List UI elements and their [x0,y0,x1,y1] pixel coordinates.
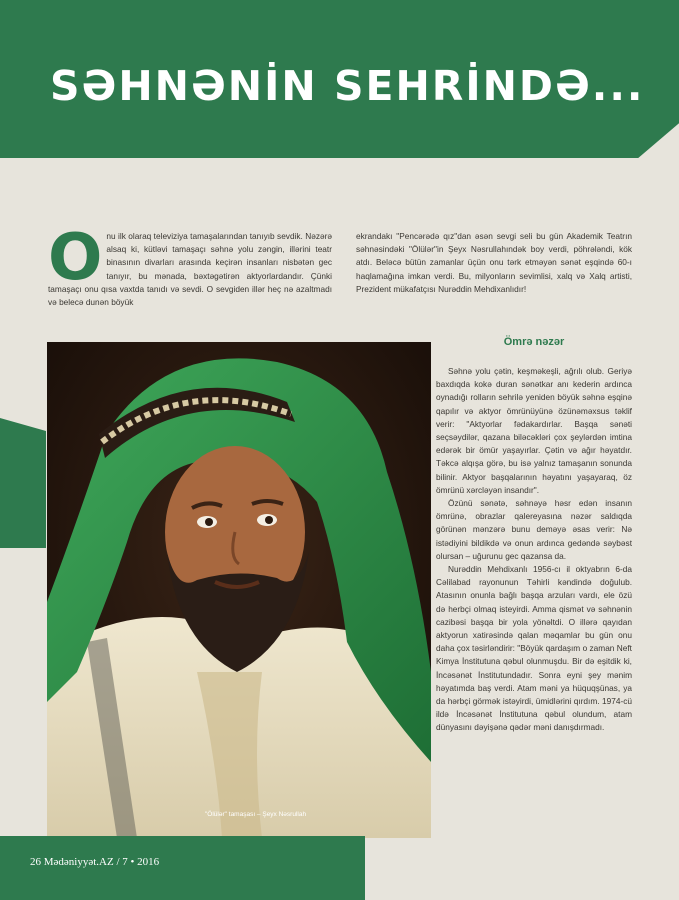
intro-mid-text: ekrandakı "Pencərədə qız"dan əsən sevgi seli bu gün Akademik Teatrın səhnəsindəki "Ölülər"in Şeyx Nəsrullahındək boy verdi, pöhrələndi, kök atdı. Beləcə bütün zamanlar üçün onu tərk etməyən sənət eşqində 60-ı haqlamağına imkan verdi. Bu, milyonların sevimlisi, xalq və Xalq artisti, Prezident mükafatçısı Nurəddin Mehdixanlıdır! [356,231,632,294]
section-heading: Ömrə nəzər [503,336,565,348]
body-paragraph: Nurəddin Mehdixanlı 1956-cı il oktyabrın 6-da Cəlilabad rayonunun Təhirli kəndində doğulub. Atasının onunla bağlı başqa arzuları vardı, ele özü də herbçi olmaq isteyirdi. Amma qismət və səhnənin cazibəsi başqa bir yola yönəltdi. O illərə qayıdan aktyorun xatirəsində qalan məqamlar bu gün onu daha çox təsirləndirir: "Böyük qardaşım o zaman Neft Kimya İnstitutuna qəbul olunmuşdu. Bir də eşitdik ki, İncəsənət İnstitutundadır. Sonra eyni şey mənim həyatımda baş verdi. Atam məni ya hüquqşünas, ya da hərbçi görmək istəyirdi, ümidlərini qırdım. 1974-cü ildə İncəsənət İnstitutuna qəbul olundum, atam dünyasını dəyişənə qədər məni danışdırmadı. [436,564,632,733]
side-accent-band [0,418,46,548]
intro-mid-column [356,230,632,296]
footer-band [0,836,365,900]
page-footer: 26 Mədəniyyət.AZ / 7 • 2016 [30,856,160,868]
drop-cap: O [48,221,103,295]
body-paragraph: Özünü sənətə, səhnəyə həsr edən insanın ömrünə, obrazlar qalereyasına nəzər saldıqda görünən mənzərə bunu deməyə əsas verir: Nə istədiyini bildikdə və onun ardınca gedəndə səybəst olursan – uğurunu gec qazansa da. [436,498,632,561]
intro-left-text: nu ilk olaraq televiziya tamaşalarından tanıyıb sevdik. Nəzərə alsaq ki, kütləvi tamaşaçı səhnə yolu zəngin, illərini teatr binasının divarları arasında keçirən insanları nisbətən gec tanıyır, bu mənada, bəxtəgətirən aktyorlardandır. Çünki tamaşaçı onu qısa vaxtda tanıdı və sevdi. O sevgiden illər heç nə azaltmadı və belecə dunən böyük [48,231,332,308]
intro-left-column [48,221,332,309]
actor-photo [47,342,431,838]
body-paragraph: Səhnə yolu çətin, keşməkeşli, ağrılı olub. Geriyə baxdıqda kokə duran sənətkar anı kederin ardınca oynadığı rolların sehrilə yeniden böyük səhnə eşqinə qapılır və aktyor ömrünüyünə özünəməxsus təklif verir: "Aktyorlar fədakardırlar. Başqa sənəti seçsəydilər, qazana biləcəkləri çox şeylərdən imtina edərək bir ömür yaşayırlar. Çətin və ağır həyatdır. Təkcə alqışa görə, bu isə yalnız tamaşanın sonunda bilinir. Aktyor başqalarının həyatını yaşayaraq, öz ömrünü xərcləyən insandır". [436,366,632,495]
body-right-column [436,365,632,735]
page-title: SƏHNƏNİN SEHRİNDƏ... [50,62,645,110]
photo-caption: "Ölülər" tamaşası – Şeyx Nəsrullah [205,811,307,818]
